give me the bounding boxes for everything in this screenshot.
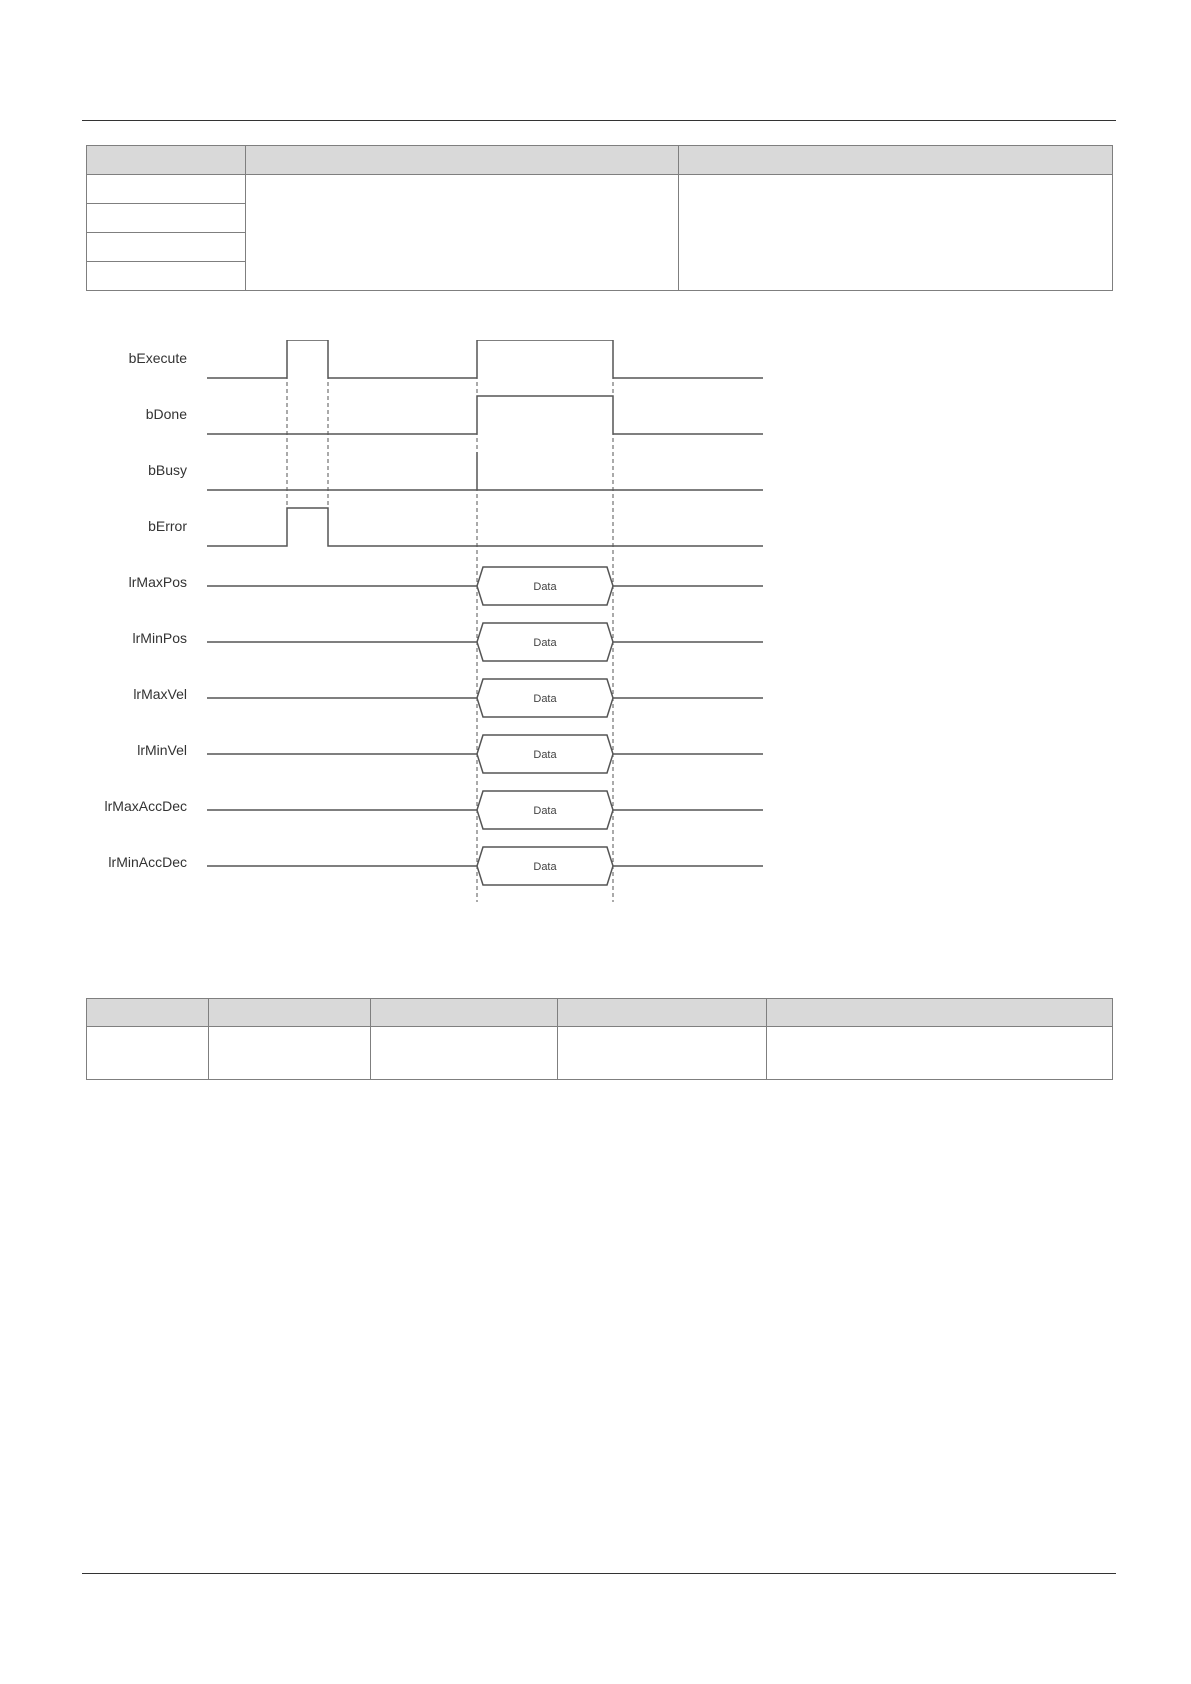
signal-label-lrminvel: lrMinVel (137, 742, 187, 758)
footer-rule (82, 1573, 1116, 1574)
waveform-bdone (207, 396, 763, 434)
table-cell (558, 1027, 767, 1080)
table-cell (87, 204, 246, 233)
bottom-table-header-cell (209, 999, 371, 1027)
table-cell (209, 1027, 371, 1080)
table-row (87, 175, 1113, 204)
header-rule (82, 120, 1116, 121)
table-cell (87, 233, 246, 262)
table-row (87, 1027, 1113, 1080)
data-label-lrmaxpos: Data (533, 581, 557, 593)
signal-label-bdone: bDone (145, 406, 187, 422)
table-cell (87, 262, 246, 291)
signal-label-lrmaxaccdec: lrMaxAccDec (104, 798, 187, 814)
signal-label-lrminaccdec: lrMinAccDec (108, 854, 187, 870)
timing-diagram (80, 340, 800, 910)
table-cell-merged (679, 175, 1113, 291)
waveform-bexecute (207, 340, 763, 378)
signal-label-lrmaxvel: lrMaxVel (133, 686, 187, 702)
top-table-header-cell (87, 146, 246, 175)
signal-label-berror: bError (148, 518, 187, 534)
data-label-lrminvel: Data (533, 749, 557, 761)
bottom-table-header-row (87, 999, 1113, 1027)
top-table (86, 145, 1113, 291)
data-label-lrminaccdec: Data (533, 861, 557, 873)
top-table-header-cell (246, 146, 679, 175)
data-label-lrmaxvel: Data (533, 693, 557, 705)
table-cell (767, 1027, 1113, 1080)
signal-label-lrmaxpos: lrMaxPos (128, 574, 187, 590)
table-cell (87, 1027, 209, 1080)
top-table-header-cell (679, 146, 1113, 175)
data-label-lrmaxaccdec: Data (533, 805, 557, 817)
bottom-table-header-cell (767, 999, 1113, 1027)
bottom-table-header-cell (371, 999, 558, 1027)
waveform-bbusy (207, 452, 763, 490)
bottom-table (86, 998, 1113, 1080)
table-cell (371, 1027, 558, 1080)
bottom-table-header-cell (87, 999, 209, 1027)
signal-label-bbusy: bBusy (148, 462, 187, 478)
signal-label-lrminpos: lrMinPos (132, 630, 187, 646)
table-cell-merged (246, 175, 679, 291)
signal-label-bexecute: bExecute (128, 350, 187, 366)
top-table-header-row (87, 146, 1113, 175)
table-cell (87, 175, 246, 204)
bottom-table-header-cell (558, 999, 767, 1027)
data-label-lrminpos: Data (533, 637, 557, 649)
waveform-berror (207, 508, 763, 546)
